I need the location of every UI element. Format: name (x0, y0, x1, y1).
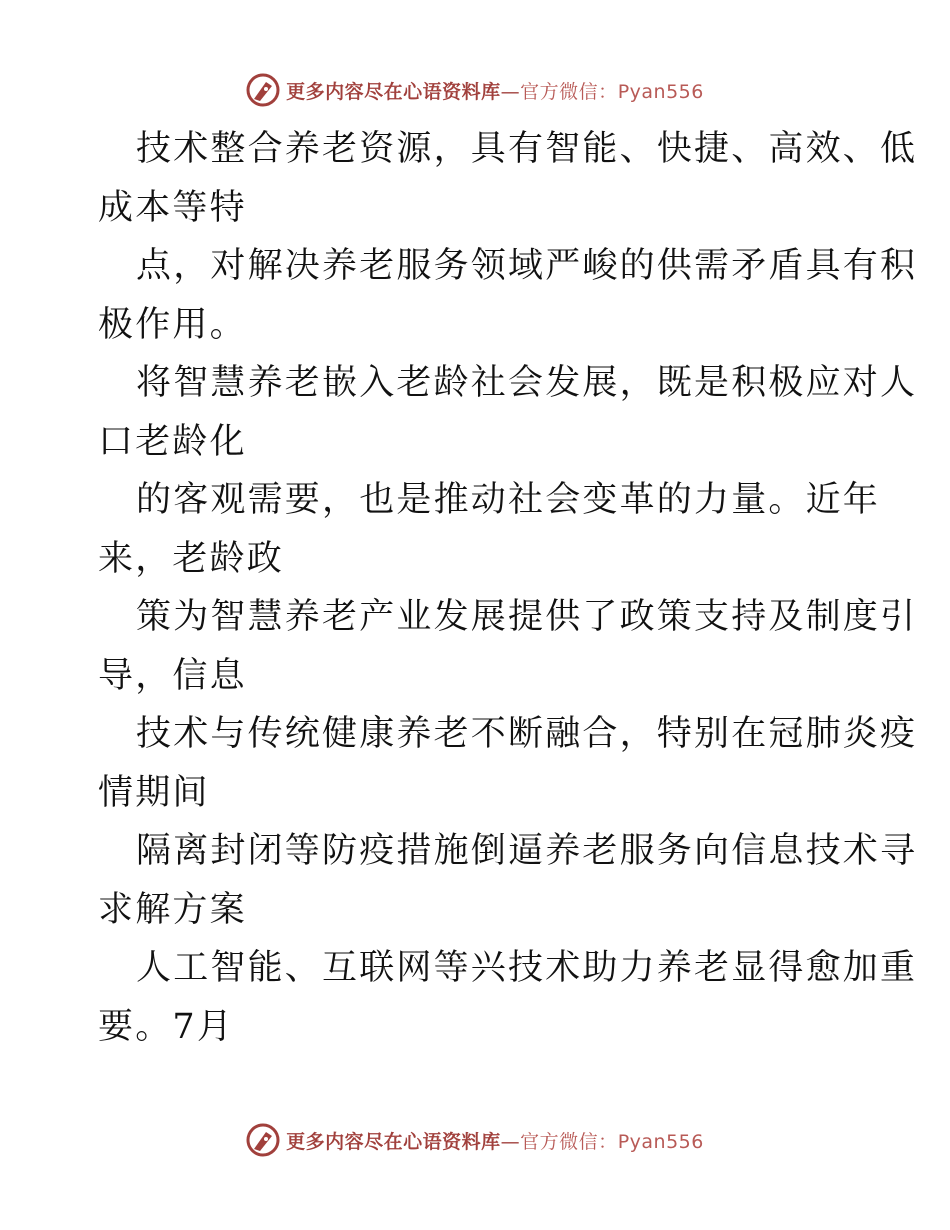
text-line: 来，老龄政 (98, 538, 285, 579)
text-line: 导，信息 (98, 655, 247, 696)
header-banner-text (286, 77, 704, 104)
text-line: 策为智慧养老产业发展提供了政策支持及制度引 (136, 597, 918, 637)
header-wechat-id: Pyan556 (617, 80, 704, 103)
text-line: 极作用。 (98, 304, 247, 345)
body-text (98, 120, 918, 1056)
text-line: 点，对解决养老服务领域严峻的供需矛盾具有积 (136, 246, 918, 286)
footer-promo-text: 更多内容尽在心语资料库 (286, 1130, 501, 1153)
footer-wechat-label: 官方微信： (520, 1130, 618, 1153)
text-line: 技术整合养老资源，具有智能、快捷、高效、低 (136, 129, 918, 169)
header-separator: — (500, 80, 521, 103)
header-promo-text: 更多内容尽在心语资料库 (286, 80, 501, 103)
footer-banner (0, 1120, 950, 1160)
header-banner (0, 70, 950, 110)
text-line: 口老龄化 (98, 421, 247, 462)
footer-wechat-id: Pyan556 (617, 1130, 704, 1153)
header-wechat-label: 官方微信： (520, 80, 618, 103)
text-line: 人工智能、互联网等兴技术助力养老显得愈加重 (136, 948, 918, 988)
pen-nib-logo-icon (246, 1123, 280, 1157)
text-line: 的客观需要，也是推动社会变革的力量。近年 (136, 480, 881, 520)
text-line: 求解方案 (98, 889, 247, 930)
text-line: 隔离封闭等防疫措施倒逼养老服务向信息技术寻 (136, 831, 918, 871)
text-line: 情期间 (98, 772, 210, 813)
text-line: 成本等特 (98, 187, 247, 228)
text-line: 技术与传统健康养老不断融合，特别在冠肺炎疫 (136, 714, 918, 754)
text-line: 将智慧养老嵌入老龄社会发展，既是积极应对人 (136, 363, 918, 403)
text-line: 要。7月 (98, 1006, 235, 1047)
pen-nib-logo-icon (246, 73, 280, 107)
footer-separator: — (500, 1130, 521, 1153)
footer-banner-text (286, 1127, 704, 1154)
